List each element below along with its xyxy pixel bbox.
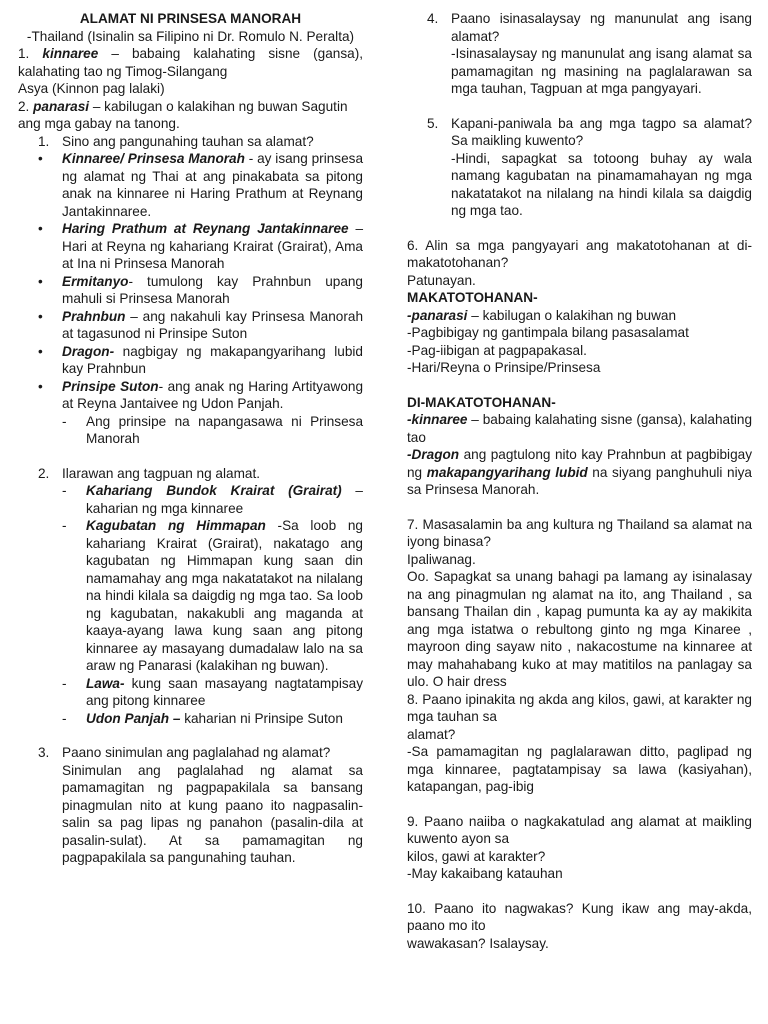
q8-answer: -Sa pamamagitan ng paglalarawan ditto, paglipad ng mga kinnaree, pagtatampisay sa lawa (kasiyahan), katapangan, pag-ibig [407,744,752,794]
unreal-heading: DI-MAKATOTOHANAN- [407,394,556,410]
q9-answer: -May kakaibang katauhan [407,866,563,881]
bullet-icon: • [38,151,43,166]
bullet-icon: • [38,378,43,394]
vocab-extra: Asya (Kinnon pag lalaki) [18,81,165,96]
unreal-item: -kinnaree – babaing kalahating sisne (gansa), kalahating tao [407,412,752,445]
q4-answer: -Isinasalaysay ng manunulat ang isang alamat sa pamamagitan ng masining na paglalarawan sa mga tauhan, Tagpuan at mga pangyayari. [451,46,752,96]
unreal-item: -Dragon ang pagtulong nito kay Prahnbun at pagbibigay ng makapangyarihang lubid na siyang panghuhuli niya sa Prinsesa Manorah. [407,447,752,497]
question-10: 10. Paano ito nagwakas? Kung ikaw ang may-akda, paano mo ito [407,900,752,933]
page-title: ALAMAT NI PRINSESA MANORAH [79,11,302,26]
list-item: - Ang prinsipe na napangasawa ni Prinsesa Manorah [62,413,363,446]
q7-explain: Ipaliwanag. [407,551,476,567]
question-8: 8. Paano ipinakita ng akda ang kilos, gawi, at karakter ng mga tauhan sa [407,691,752,724]
question-9: 9. Paano naiiba o nagkakatulad ang alamat at maikling kuwento ayon sa [407,813,752,846]
question-8-cont: alamat? [407,726,456,742]
left-column [18,10,363,867]
dash-icon: - [62,518,67,533]
bullet-icon: • [38,343,43,359]
list-item: • Kinnaree/ Prinsesa Manorah - ay isang prinsesa ng alamat ng Thai at ang pinakabata sa pitong anak na kinnaree ni Haring Prathum at Reynang Jantakinnaree. [38,151,364,219]
q3-answer: Sinimulan ang paglalahad ng alamat sa pamamagitan ng pagpapakilala sa bansang pinagmulan nito at kung paano ito nagpasalin-salin sa pag lipas ng panahon (pasalin-dila at pasalin-sulat). At sa pamamagitan ng pagpapakilala sa pangunahing tauhan. [62,762,363,865]
bullet-icon: • [38,221,43,236]
vocab-item-kinnaree: 1. kinnaree – babaing kalahating sisne (gansa), kalahating tao ng Timog-Silangang [18,46,364,79]
list-item: • Prinsipe Suton- ang anak ng Haring Artityawong at Reyna Jantaivee ng Udon Panjah. [38,378,364,411]
list-item: • Haring Prathum at Reynang Jantakinnaree – Hari at Reyna ng kahariang Krairat (Grairat), Ama at Ina ni Prinsesa Manorah [38,221,364,271]
bullet-icon: • [38,273,43,289]
real-item: -panarasi – kabilugan o kalakihan ng buwan [407,307,677,323]
list-item: - Lawa- kung saan masayang nagtatampisay ang pitong kinnaree [62,675,363,708]
right-column [407,10,752,952]
dash-icon: - [62,710,67,726]
question-3: 3. Paano sinimulan ang paglalahad ng alamat? [38,745,331,760]
list-item: - Kahariang Bundok Krairat (Grairat) – kaharian ng mga kinnaree [62,483,363,516]
real-item: -Pag-iibigan at pagpapakasal. [407,342,587,358]
vocab-item-panarasi: 2. panarasi – kabilugan o kalakihan ng buwan Sagutin ang mga gabay na tanong. [18,98,348,131]
question-10-cont: wawakasan? Isalaysay. [407,935,549,951]
dash-icon: - [62,483,67,498]
question-1: 1. Sino ang pangunahing tauhan sa alamat? [38,133,314,149]
dash-icon: - [62,675,67,691]
q2-dash-list [18,482,363,727]
question-2: 2. Ilarawan ang tagpuan ng alamat. [38,465,261,481]
question-4: 4. Paano isinasalaysay ng manunulat ang isang alamat? [427,11,752,44]
list-item: • Dragon- nagbigay ng makapangyarihang lubid kay Prahnbun [38,343,363,376]
question-9-cont: kilos, gawi at karakter? [407,848,546,864]
question-6: 6. Alin sa mga pangyayari ang makatotohanan at di-makatotohanan? [407,237,752,270]
list-item: - Udon Panjah – kaharian ni Prinsipe Suton [62,710,343,726]
q7-answer: Oo. Sapagkat sa unang bahagi pa lamang ay isinalasay na ang pinagmulan ng alamat na ito, ang Thailand , sa bansang Thailan din , kapag pumunta ka ay ay makikita ang mga istatwa o rebultong ginto ng mga Kinaree , mayroon ding sayaw nito , nakacostume na kinnaree at may mahahabang kuko at may matitilos na panlagay sa ulo. O hair dress [407,569,752,689]
bullet-icon: • [38,308,43,324]
list-item: • Ermitanyo- tumulong kay Prahnbun upang mahuli si Prinsesa Manorah [38,273,363,306]
list-item: - Kagubatan ng Himmapan -Sa loob ng kahariang Krairat (Grairat), nakatago ang kagubatan ng Himmapan kung saan din namamahay ang mga nakatatakot na nilalang na hindi kilala sa daigdig ng mga tao. Sa loob ng kagubatan, nakakubli ang maganda at kaaya-ayang lawa kung saan ang pitong kinnaree ay masayang dumadalaw lalo na sa araw ng Panarasi (kalakihan ng buwan). [62,518,363,673]
list-item: • Prahnbun – ang nakahuli kay Prinsesa Manorah at tagasunod ni Prinsipe Suton [38,308,363,341]
real-item: -Hari/Reyna o Prinsipe/Prinsesa [407,360,601,375]
q6-prove: Patunayan. [407,272,476,288]
page-subtitle: -Thailand (Isinalin sa Filipino ni Dr. Romulo N. Peralta) [26,28,355,44]
question-7: 7. Masasalamin ba ang kultura ng Thailand sa alamat na iyong binasa? [407,516,752,549]
q1-bullet-list [18,150,363,448]
q5-answer: -Hindi, sapagkat sa totoong buhay ay wala namang kagubatan na pinamamahayan ng mga nakatatakot na nilalang na hindi kilala sa daigdig ng mga tao. [451,150,752,218]
real-heading: MAKATOTOHANAN- [407,290,538,305]
dash-icon: - [62,413,67,429]
question-5: 5. Kapani-paniwala ba ang mga tagpo sa alamat? Sa maikling kuwento? [427,115,752,148]
real-item: -Pagbibigay ng gantimpala bilang pasasalamat [407,325,689,340]
